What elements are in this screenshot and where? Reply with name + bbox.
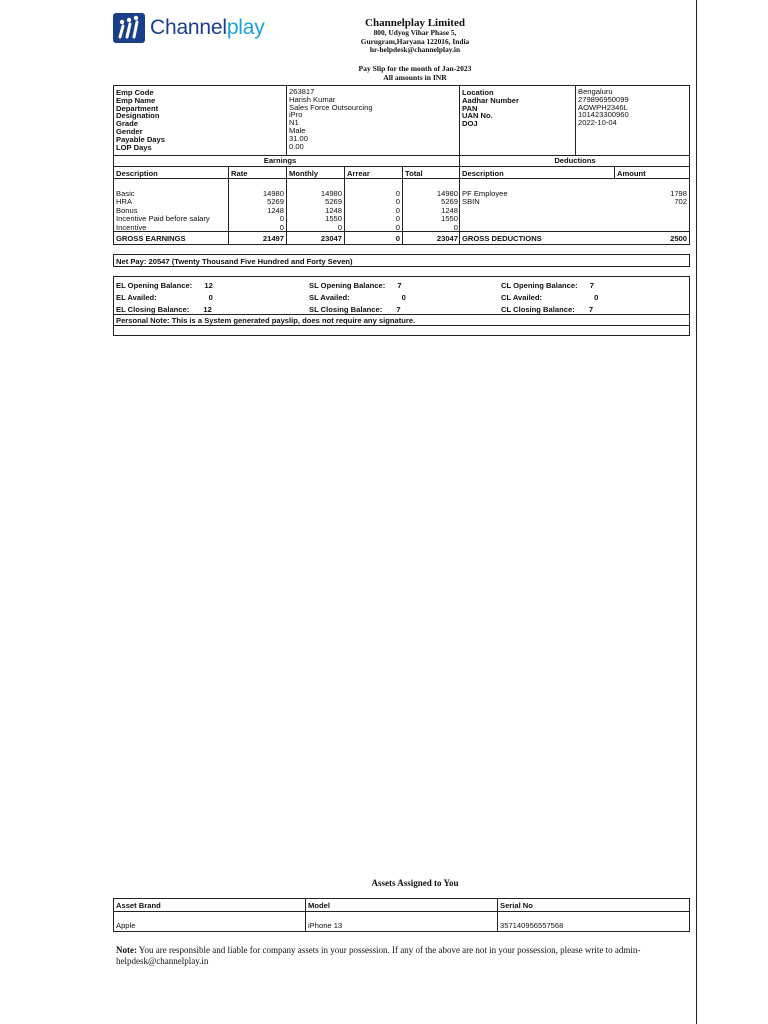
- employee-left-values: 263817 Harish Kumar Sales Force Outsourcing iPro N1 Male 31.00 0.00: [289, 87, 373, 151]
- gross-earnings-monthly: 23047: [320, 234, 342, 243]
- earnings-header-rate: Rate: [231, 169, 248, 178]
- company-name: Channelplay Limited: [365, 17, 465, 29]
- company-address-1: 800, Udyog Vihar Phase 5,: [373, 28, 457, 37]
- personal-note: Personal Note: This is a System generated payslip, does not require any signature.: [116, 316, 416, 325]
- table-row: HRA: [116, 197, 133, 207]
- table-row: Basic: [116, 189, 135, 198]
- assets-header-serial: Serial No: [500, 901, 533, 910]
- deductions-amounts: 1798 702: [670, 189, 687, 207]
- earnings-totals: 14980 5269 1248 1550 0: [436, 189, 458, 232]
- earnings-header-total: Total: [405, 169, 423, 178]
- footer-note: Note: You are responsible and liable for company assets in your possession. If any of the above are not in your possession, please write to admin-helpdesk@channelplay.in: [116, 945, 641, 966]
- asset-brand: Apple: [116, 921, 136, 930]
- earnings-descriptions: [116, 190, 210, 232]
- earnings-arrears: 0 0 0 0 0: [395, 189, 400, 232]
- table-row: Incentive Paid before salary: [116, 214, 210, 224]
- asset-model: iPhone 13: [308, 921, 343, 930]
- company-info: [330, 17, 500, 55]
- gross-earnings-arrear: 0: [395, 234, 400, 243]
- cl-balances: CL Opening Balance: 7 CL Availed: 0 CL Closing Balance: 7: [501, 281, 599, 314]
- logo-text: Channelplay: [150, 16, 265, 39]
- assets-header-brand: Asset Brand: [116, 901, 161, 910]
- table-row: SBIN: [462, 197, 480, 207]
- net-pay: Net Pay: 20547 (Twenty Thousand Five Hundred and Forty Seven): [116, 257, 353, 266]
- gross-deductions-label: GROSS DEDUCTIONS: [462, 234, 542, 243]
- gross-earnings-label: GROSS EARNINGS: [116, 234, 186, 243]
- earnings-header-description: Description: [116, 169, 158, 178]
- company-address-2: Gurugram,Haryana 122016, India: [360, 36, 470, 46]
- earnings-rates: 14980 5269 1248 0 0: [262, 189, 284, 232]
- deductions-title: Deductions: [554, 156, 596, 165]
- deductions-descriptions: [462, 190, 508, 207]
- table-row: Bonus: [116, 205, 138, 215]
- deductions-header-description: Description: [462, 169, 504, 178]
- page-edge: [696, 0, 697, 1024]
- employee-left-labels: Emp Code Emp Name Department Designation Grade Gender Payable Days LOP Days: [116, 88, 165, 152]
- gross-earnings-total: 23047: [436, 234, 458, 243]
- el-balances: EL Opening Balance: 12 EL Availed: 0 EL Closing Balance: 12: [116, 281, 213, 314]
- company-email: hr-helpdesk@channelplay.in: [369, 45, 461, 55]
- table-row: PF Employee: [462, 189, 508, 198]
- earnings-header-monthly: Monthly: [289, 169, 319, 178]
- sl-balances: SL Opening Balance: 7 SL Availed: 0 SL Closing Balance: 7: [309, 281, 406, 314]
- slip-heading: [300, 64, 530, 82]
- assets-header-model: Model: [308, 901, 330, 910]
- gross-earnings-rate: 21497: [262, 234, 284, 243]
- earnings-monthly: 14980 5269 1248 1550 0: [320, 189, 342, 232]
- assets-title: Assets Assigned to You: [371, 878, 459, 888]
- slip-title: Pay Slip for the month of Jan-2023: [358, 64, 472, 73]
- gross-deductions-amount: 2500: [670, 234, 687, 243]
- logo-icon: [113, 13, 145, 43]
- table-row: Incentive: [116, 222, 147, 232]
- slip-currency-note: All amounts in INR: [383, 73, 447, 82]
- employee-right-labels: Location Aadhar Number PAN UAN No. DOJ: [462, 88, 519, 129]
- employee-right-values: Bengaluru 279896950099 AOWPH2346L 101423300960 2022-10-04: [578, 87, 629, 128]
- channelplay-logo: [113, 10, 265, 46]
- earnings-title: Earnings: [263, 156, 297, 165]
- deductions-header-amount: Amount: [617, 169, 646, 178]
- earnings-header-arrear: Arrear: [347, 169, 370, 178]
- asset-serial: 357140956557568: [500, 921, 564, 930]
